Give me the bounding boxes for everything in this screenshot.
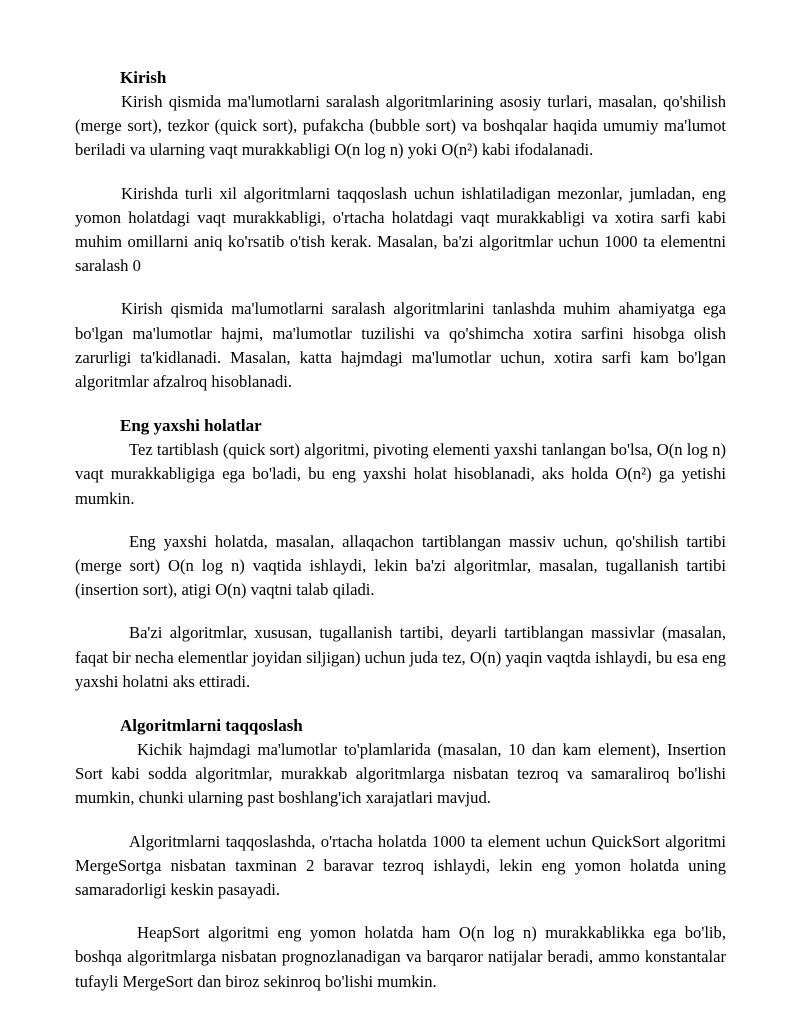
document-page — [75, 66, 726, 994]
paragraph: HeapSort algoritmi eng yomon holatda ham O(n log n) murakkablikka ega bo'lib, boshqa algoritmlarga nisbatan prognozlanadigan va barqaror natijalar beradi, ammo konstantalar tufayli MergeSort dan biroz sekinroq bo'lishi mumkin. — [75, 923, 726, 991]
paragraph: Tez tartiblash (quick sort) algoritmi, pivoting elementi yaxshi tanlangan bo'lsa, O(n log n) vaqt murakkabligiga ega bo'ladi, bu eng yaxshi holat hisoblanadi, aks holda O(n²) ga yetishi mumkin. — [75, 440, 726, 508]
paragraph: Eng yaxshi holatda, masalan, allaqachon tartiblangan massiv uchun, qo'shilish tartibi (merge sort) O(n log n) vaqtida ishlaydi, lekin ba'zi algoritmlar, masalan, tugallanish tartibi (insertion sort), atigi O(n) vaqtni talab qiladi. — [75, 531, 726, 600]
section-heading-kirish: Kirish — [120, 68, 167, 87]
paragraph: Algoritmlarni taqqoslashda, o'rtacha holatda 1000 ta element uchun QuickSort algoritmi MergeSortga nisbatan taxminan 2 baravar tezroq ishlaydi, lekin eng yomon holatda uning samaradorligi keskin pasayadi. — [75, 831, 726, 900]
paragraph: Ba'zi algoritmlar, xususan, tugallanish tartibi, deyarli tartiblangan massivlar (masalan, faqat bir necha elementlar joyidan siljigan) uchun juda tez, O(n) yaqin vaqtda ishlaydi, bu esa eng yaxshi holatni aks ettiradi. — [75, 623, 726, 691]
paragraph: Kirish qismida ma'lumotlarni saralash algoritmlarining asosiy turlari, masalan, qo'shilish (merge sort), tezkor (quick sort), pufakcha (bubble sort) va boshqalar haqida umumiy ma'lumot beriladi va ularning vaqt murakkabligi O(n log n) yoki O(n²) kabi ifodalanadi. — [75, 92, 726, 160]
paragraph: Kichik hajmdagi ma'lumotlar to'plamlarida (masalan, 10 dan kam element), Insertion Sort kabi sodda algoritmlar, murakkab algoritmlarga nisbatan tezroq va samaraliroq bo'lishi mumkin, chunki ularning past boshlang'ich xarajatlari mavjud. — [75, 740, 726, 808]
paragraph: Kirish qismida ma'lumotlarni saralash algoritmlarini tanlashda muhim ahamiyatga ega bo'lgan ma'lumotlar hajmi, ma'lumotlar tuzilishi va qo'shimcha xotira sarfini hisobga olish zarurligi ta'kidlanadi. Masalan, katta hajmdagi ma'lumotlar uchun, xotira sarfi kam bo'lgan algoritmlar afzalroq hisoblanadi. — [75, 299, 726, 392]
section-heading-algoritmlarni-taqqoslash: Algoritmlarni taqqoslash — [120, 716, 303, 736]
section-heading-eng-yaxshi-holatlar: Eng yaxshi holatlar — [120, 416, 262, 436]
paragraph: Kirishda turli xil algoritmlarni taqqoslash uchun ishlatiladigan mezonlar, jumladan, eng yomon holatdagi vaqt murakkabligi, o'rtacha holatdagi vaqt murakkabligi va xotira sarfi kabi muhim omillarni aniq ko'rsatib o'tish kerak. Masalan, ba'zi algoritmlar uchun 1000 ta elementni saralash 0 — [75, 183, 726, 276]
